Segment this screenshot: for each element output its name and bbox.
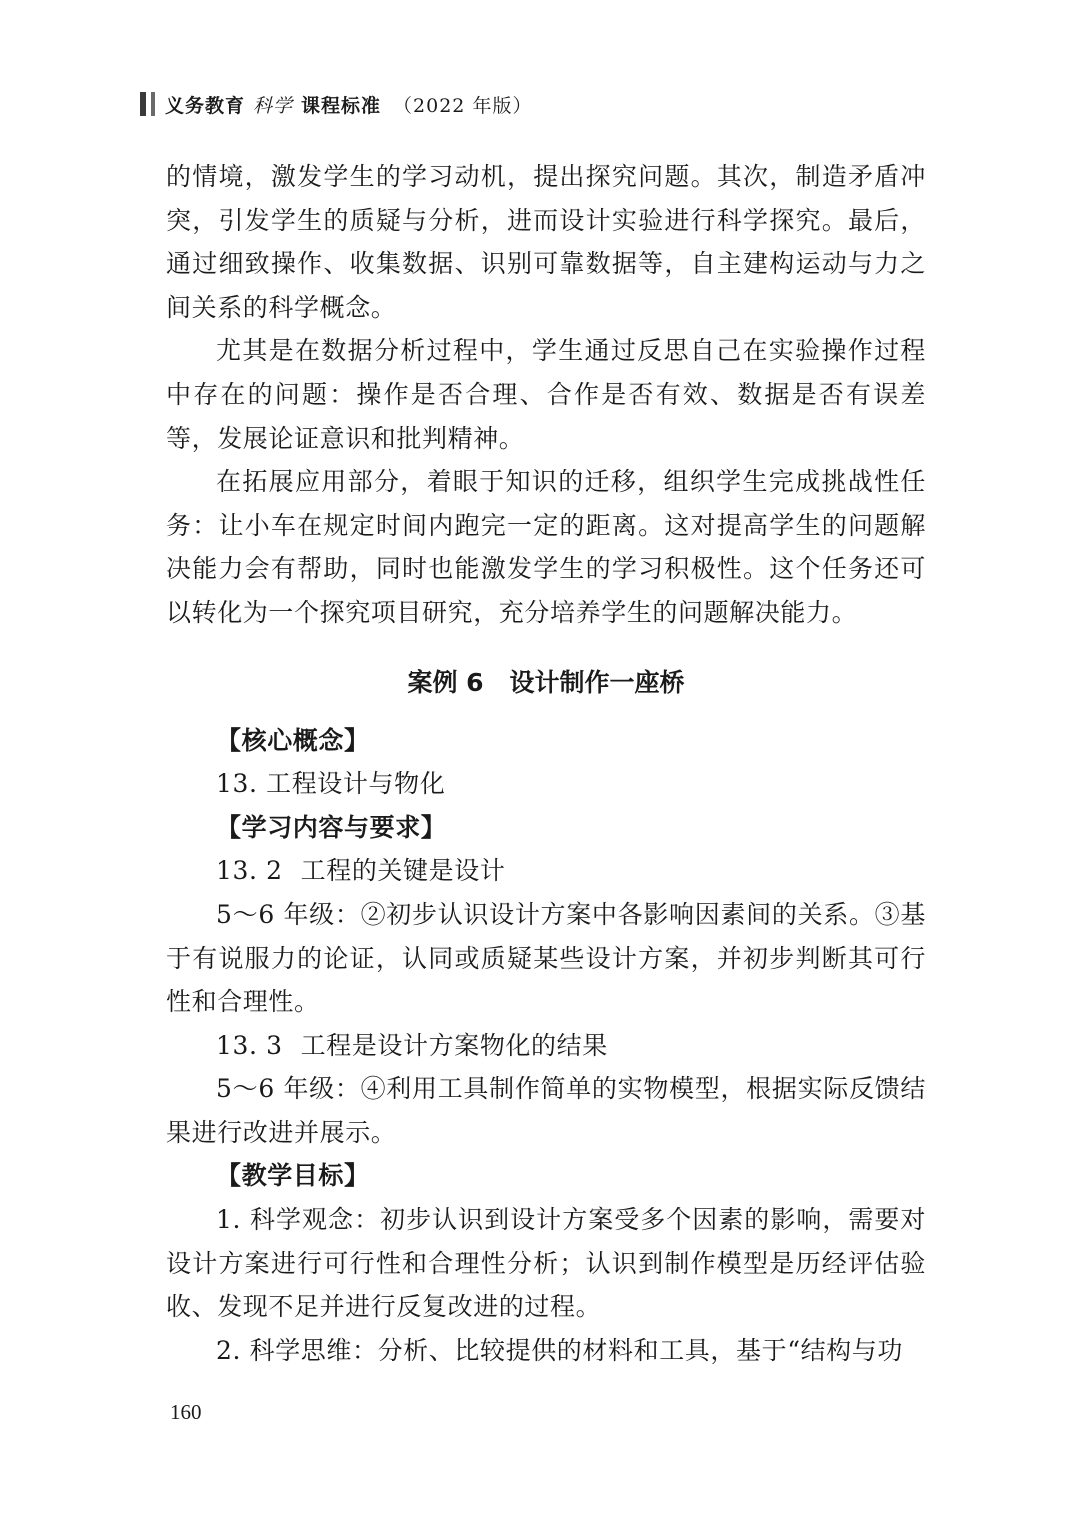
subsection-code: 13. 3 — [216, 1030, 283, 1060]
heading-core-concept: 【核心概念】 — [216, 725, 370, 755]
header-title-b: 课程标准 — [301, 94, 382, 117]
body-text — [166, 155, 926, 1372]
case-title: 设计制作一座桥 — [509, 667, 685, 697]
heading-teaching-goals: 【教学目标】 — [216, 1161, 370, 1191]
subsection-code: 13. 2 — [216, 856, 283, 886]
goal-2: 2. 科学思维：分析、比较提供的材料和工具，基于“结构与功 — [216, 1335, 903, 1365]
learning-subsection-1 — [166, 849, 926, 893]
paragraph-1: 的情境，激发学生的学习动机，提出探究问题。其次，制造矛盾冲突，引发学生的质疑与分析，进而设计实验进行科学探究。最后，通过细致操作、收集数据、识别可靠数据等，自主建构运动与力之间关系的科学概念。 — [166, 162, 926, 322]
page-number: 160 — [170, 1400, 202, 1424]
case-number: 案例 6 — [407, 667, 484, 697]
learning-subsection-1-text: 5～6 年级：②初步认识设计方案中各影响因素间的关系。③基于有说服力的论证，认同或质疑某些设计方案，并初步判断其可行性和合理性。 — [166, 899, 926, 1017]
paragraph-2: 尤其是在数据分析过程中，学生通过反思自己在实验操作过程中存在的问题：操作是否合理、合作是否有效、数据是否有误差等，发展论证意识和批判精神。 — [166, 336, 926, 453]
case-heading — [166, 663, 926, 699]
subsection-title: 工程的关键是设计 — [300, 856, 506, 886]
learning-subsection-2 — [166, 1024, 926, 1068]
heading-learning-content: 【学习内容与要求】 — [216, 812, 447, 842]
header-bar — [140, 92, 146, 116]
learning-subsection-2-text: 5～6 年级：④利用工具制作简单的实物模型，根据实际反馈结果进行改进并展示。 — [166, 1074, 926, 1147]
core-concept-item: 13. 工程设计与物化 — [216, 769, 446, 799]
header-bars-decoration — [140, 92, 155, 116]
header-title-a: 义务教育 — [165, 94, 246, 117]
header-title — [165, 91, 532, 118]
goal-1: 1. 科学观念：初步认识到设计方案受多个因素的影响，需要对设计方案进行可行性和合理性分析；认识到制作模型是历经评估验收、发现不足并进行反复改进的过程。 — [166, 1205, 926, 1322]
paragraph-3: 在拓展应用部分，着眼于知识的迁移，组织学生完成挑战性任务：让小车在规定时间内跑完一定的距离。这对提高学生的问题解决能力会有帮助，同时也能激发学生的学习积极性。这个任务还可以转化为一个探究项目研究，充分培养学生的问题解决能力。 — [166, 467, 926, 627]
header-bar — [151, 92, 155, 116]
running-header — [140, 88, 532, 120]
header-year: （2022 年版） — [393, 94, 533, 117]
subsection-title: 工程是设计方案物化的结果 — [300, 1030, 608, 1060]
header-title-italic: 科学 — [253, 94, 294, 117]
